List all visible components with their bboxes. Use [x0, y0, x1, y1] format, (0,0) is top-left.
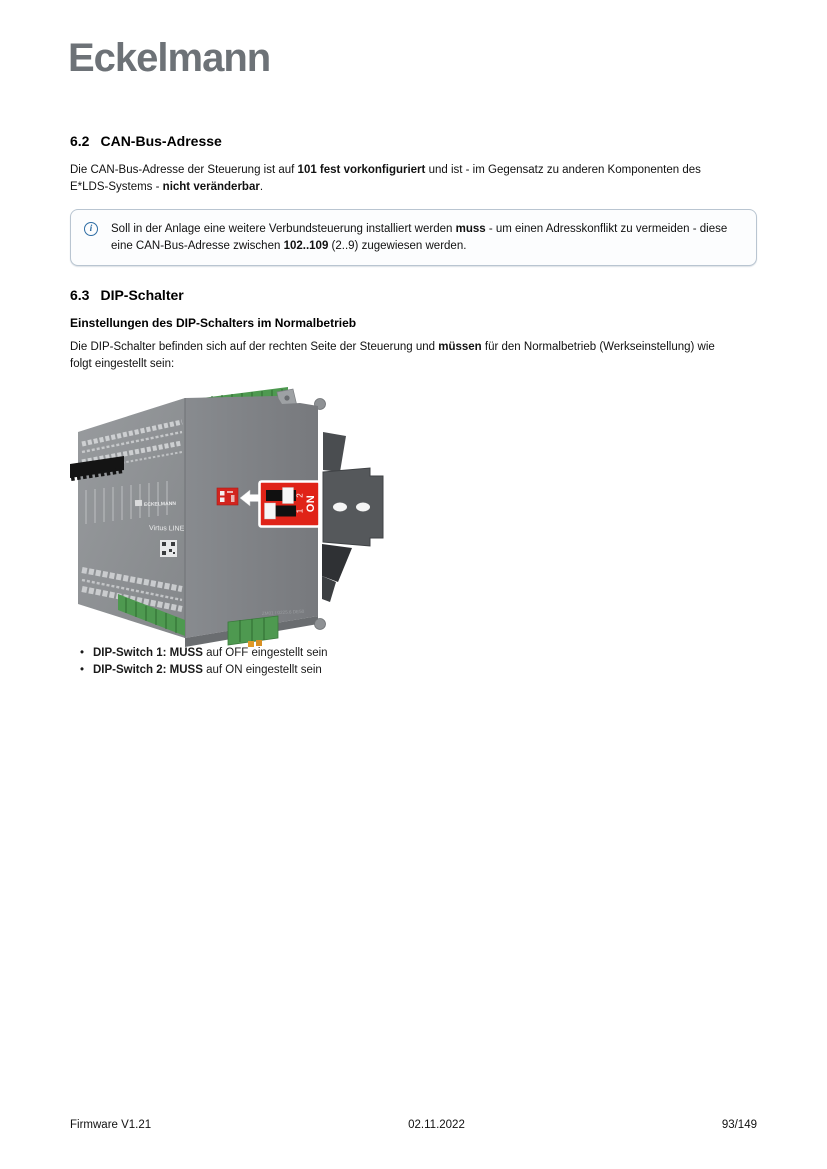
- text-segment: für den Normalbetrieb (Werkseinstellung) wie folgt eingestellt sein:: [70, 341, 715, 370]
- text-segment-bold: nicht veränderbar: [162, 180, 260, 193]
- dip-label-on: ON: [305, 494, 317, 513]
- text-segment: Die DIP-Schalter befinden sich auf der rechten Seite der Steuerung und: [70, 341, 439, 353]
- footer-date: 02.11.2022: [408, 1119, 465, 1131]
- section-number: 6.3: [70, 287, 90, 303]
- dip-cap-1-off: [265, 503, 276, 519]
- text-segment: - um einen Adresskonflikt zu vermeiden - diese eine CAN-Bus-Adresse zwischen: [111, 223, 728, 252]
- subheading-dip-normalbetrieb: Einstellungen des DIP-Schalters im Normalbetrieb: [70, 316, 357, 330]
- text-segment-bold: müssen: [438, 341, 482, 353]
- section-title: CAN-Bus-Adresse: [100, 133, 222, 149]
- device-figure: [70, 386, 406, 654]
- section-title: DIP-Schalter: [100, 287, 184, 303]
- paragraph-can-bus: [70, 162, 726, 195]
- note-text: [111, 221, 742, 255]
- dip-switch-inset: [260, 482, 320, 527]
- info-note-box: [70, 209, 757, 266]
- text-segment: Die CAN-Bus-Adresse der Steuerung ist auf: [70, 164, 298, 176]
- text-segment: Soll in der Anlage eine weitere Verbundsteuerung installiert werden: [111, 223, 456, 235]
- dip-label-2: 2: [295, 493, 305, 498]
- device-brand-label: ECKELMANN: [143, 500, 177, 508]
- text-segment-bold: 101 fest vorkonfiguriert: [297, 164, 426, 176]
- bullet-dip-switch-2: [80, 662, 328, 679]
- dip-label-1: 1: [295, 508, 305, 514]
- qr-code: [160, 540, 177, 557]
- dip-switch-small: [217, 488, 238, 505]
- footer-firmware-version: Firmware V1.21: [70, 1119, 152, 1131]
- eckelmann-logo: Eckelmann: [68, 36, 271, 80]
- page-footer: [70, 1119, 757, 1131]
- footer-page-number: 93/149: [721, 1119, 757, 1131]
- text-segment: auf OFF eingestellt sein: [202, 647, 328, 659]
- screw-bottom-right: [315, 619, 326, 630]
- text-segment: und ist - im Gegensatz zu anderen Komponenten des E*LDS-Systems -: [70, 164, 701, 193]
- section-heading-6-3: [70, 287, 184, 303]
- dip-switch-requirements: [80, 645, 328, 679]
- text-segment-bold: 102..109: [283, 240, 329, 252]
- paragraph-dip-schalter: [70, 339, 732, 372]
- text-segment: .: [259, 180, 264, 193]
- text-segment: auf ON eingestellt sein: [202, 664, 322, 676]
- din-rail-bracket: [322, 432, 383, 602]
- device-model-label: Virtus LINE: [148, 525, 185, 533]
- device-illustration: [70, 386, 406, 654]
- text-segment-bold: DIP-Switch 2: MUSS: [93, 664, 203, 676]
- device-type-code: ZM01 / 0225.6 DE50: [261, 608, 305, 616]
- dip-cap-2-on: [283, 488, 294, 504]
- info-icon: i: [84, 222, 98, 236]
- text-segment-bold: DIP-Switch 1: MUSS: [93, 647, 203, 659]
- section-heading-6-2: [70, 133, 222, 149]
- text-segment: (2..9) zugewiesen werden.: [328, 240, 467, 252]
- text-segment-bold: muss: [455, 223, 486, 235]
- section-number: 6.2: [70, 133, 90, 149]
- bullet-dip-switch-1: [80, 645, 328, 662]
